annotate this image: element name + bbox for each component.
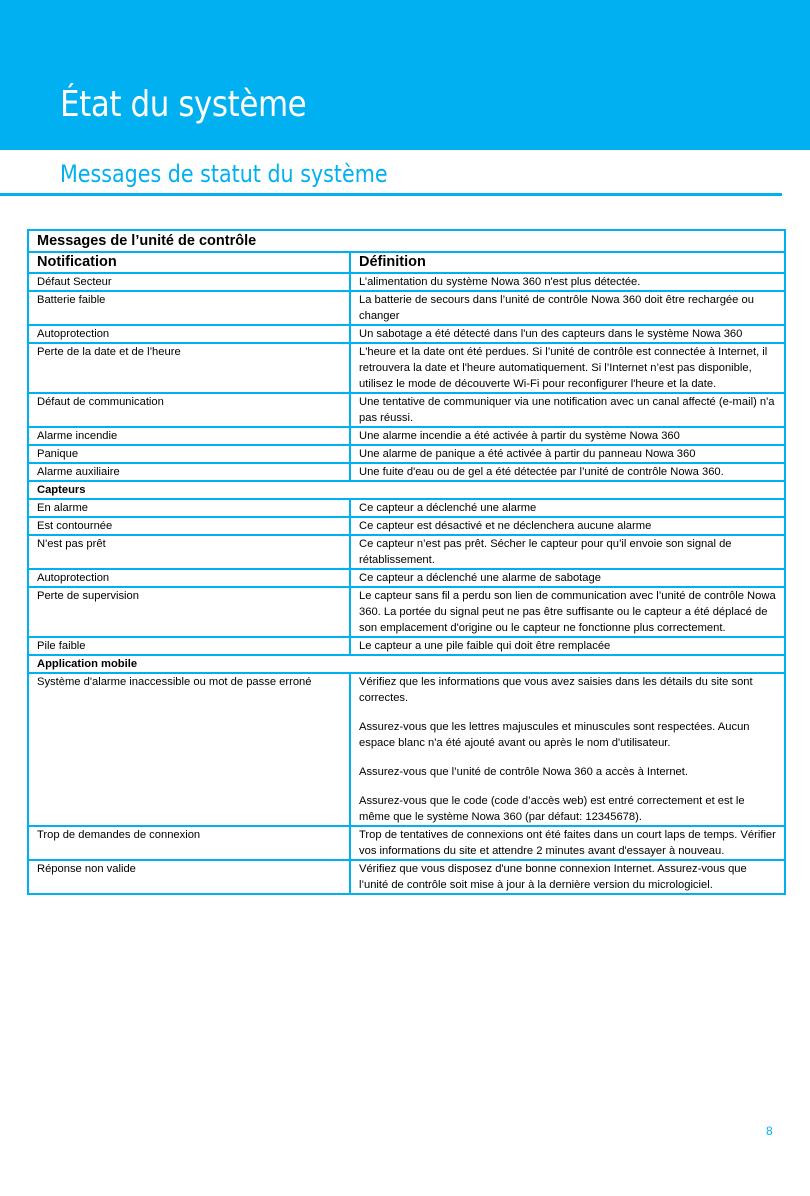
definition-paragraph: Vérifiez que les informations que vous avez saisies dans les détails du site sont correctes. — [359, 676, 753, 704]
section-row — [28, 655, 785, 673]
table-row — [28, 637, 785, 655]
table-title: Messages de l’unité de contrôle — [28, 230, 785, 252]
definition-cell — [350, 291, 785, 325]
definition-cell — [350, 860, 785, 894]
table-row — [28, 393, 785, 427]
definition-paragraph: Vérifiez que vous disposez d'une bonne connexion Internet. Assurez-vous que l’unité de contrôle soit mise à jour à la dernière version du micrologiciel. — [359, 863, 747, 891]
table-row — [28, 673, 785, 826]
table-row — [28, 427, 785, 445]
section-label: Capteurs — [28, 481, 785, 499]
definition-cell — [350, 569, 785, 587]
definition-paragraph: Assurez-vous que le code (code d’accès web) est entré correctement et est le même que le système Nowa 360 (par défaut: 12345678). — [359, 795, 745, 823]
definition-paragraph: Ce capteur a déclenché une alarme de sabotage — [359, 572, 601, 584]
definition-paragraph: Une tentative de communiquer via une notification avec un canal affecté (e-mail) n'a pas réussi. — [359, 396, 775, 424]
section-subtitle: Messages de statut du système — [60, 160, 388, 188]
definition-cell — [350, 445, 785, 463]
notification-cell: Alarme auxiliaire — [28, 463, 350, 481]
table-row — [28, 463, 785, 481]
table-row — [28, 273, 785, 291]
table-row — [28, 291, 785, 325]
notification-cell: Panique — [28, 445, 350, 463]
definition-cell — [350, 463, 785, 481]
definition-cell — [350, 637, 785, 655]
table-header-row — [28, 252, 785, 273]
table-row — [28, 517, 785, 535]
page-title: État du système — [60, 84, 307, 125]
section-label: Application mobile — [28, 655, 785, 673]
definition-cell — [350, 673, 785, 826]
definition-paragraph: Assurez-vous que les lettres majuscules et minuscules sont respectées. Aucun espace blanc n'a été ajouté avant ou après le nom d'utilisateur. — [359, 721, 750, 749]
notification-cell: Perte de la date et de l’heure — [28, 343, 350, 393]
definition-paragraph: Trop de tentatives de connexions ont été faites dans un court laps de temps. Vérifier vos informations du site et attendre 2 minutes avant d'essayer à nouveau. — [359, 829, 776, 857]
definition-cell — [350, 393, 785, 427]
notification-cell: Autoprotection — [28, 569, 350, 587]
definition-cell — [350, 343, 785, 393]
definition-paragraph: Le capteur sans fil a perdu son lien de communication avec l’unité de contrôle Nowa 360. La portée du signal peut ne pas être suffisante ou le capteur a été déplacé de son emplacement d'origine ou le capteur ne fonctionne plus correctement. — [359, 590, 776, 634]
notification-cell: Défaut de communication — [28, 393, 350, 427]
definition-paragraph: L'heure et la date ont été perdues. Si l’unité de contrôle est connectée à Internet, il retrouvera la date et l'heure automatiquement. Si l’Internet n’est pas disponible, utilisez le mode de découverte Wi-Fi pour reconfigurer l'heure et la date. — [359, 346, 768, 390]
page-number: 8 — [766, 1124, 773, 1138]
notification-cell: Est contournée — [28, 517, 350, 535]
subtitle-divider — [0, 193, 782, 196]
definition-cell — [350, 325, 785, 343]
definition-paragraph: Une alarme de panique a été activée à partir du panneau Nowa 360 — [359, 448, 696, 460]
notification-cell: Perte de supervision — [28, 587, 350, 637]
definition-paragraph: La batterie de secours dans l’unité de contrôle Nowa 360 doit être rechargée ou changer — [359, 294, 754, 322]
header-banner — [0, 0, 810, 150]
notification-cell: Défaut Secteur — [28, 273, 350, 291]
notification-cell: N'est pas prêt — [28, 535, 350, 569]
definition-cell — [350, 587, 785, 637]
notification-cell: Autoprotection — [28, 325, 350, 343]
definition-cell — [350, 826, 785, 860]
definition-cell — [350, 499, 785, 517]
definition-paragraph: Ce capteur n’est pas prêt. Sécher le capteur pour qu’il envoie son signal de rétablissement. — [359, 538, 732, 566]
notification-cell: Trop de demandes de connexion — [28, 826, 350, 860]
definition-cell — [350, 427, 785, 445]
definition-cell — [350, 273, 785, 291]
definition-paragraph: Le capteur a une pile faible qui doit être remplacée — [359, 640, 611, 652]
notification-cell: Batterie faible — [28, 291, 350, 325]
table-row — [28, 445, 785, 463]
definition-paragraph: Une alarme incendie a été activée à partir du système Nowa 360 — [359, 430, 680, 442]
column-header-definition: Définition — [350, 252, 785, 273]
table-row — [28, 860, 785, 894]
table-row — [28, 569, 785, 587]
definition-paragraph: Ce capteur a déclenché une alarme — [359, 502, 537, 514]
definition-paragraph: Un sabotage a été détecté dans l'un des capteurs dans le système Nowa 360 — [359, 328, 743, 340]
notification-cell: Système d'alarme inaccessible ou mot de passe erroné — [28, 673, 350, 826]
table-row — [28, 325, 785, 343]
section-row — [28, 481, 785, 499]
definition-cell — [350, 535, 785, 569]
definition-paragraph: Ce capteur est désactivé et ne déclenchera aucune alarme — [359, 520, 652, 532]
table-row — [28, 343, 785, 393]
table-row — [28, 535, 785, 569]
definition-paragraph: Assurez-vous que l’unité de contrôle Nowa 360 a accès à Internet. — [359, 766, 688, 778]
definition-cell — [350, 517, 785, 535]
notification-cell: Pile faible — [28, 637, 350, 655]
table-row — [28, 587, 785, 637]
definition-paragraph: L’alimentation du système Nowa 360 n'est plus détectée. — [359, 276, 641, 288]
column-header-notification: Notification — [28, 252, 350, 273]
table-row — [28, 499, 785, 517]
definition-paragraph: Une fuite d'eau ou de gel a été détectée par l’unité de contrôle Nowa 360. — [359, 466, 724, 478]
notification-cell: Alarme incendie — [28, 427, 350, 445]
messages-table — [27, 229, 786, 895]
notification-cell: En alarme — [28, 499, 350, 517]
notification-cell: Réponse non valide — [28, 860, 350, 894]
table-row — [28, 826, 785, 860]
table-title-row — [28, 230, 785, 252]
